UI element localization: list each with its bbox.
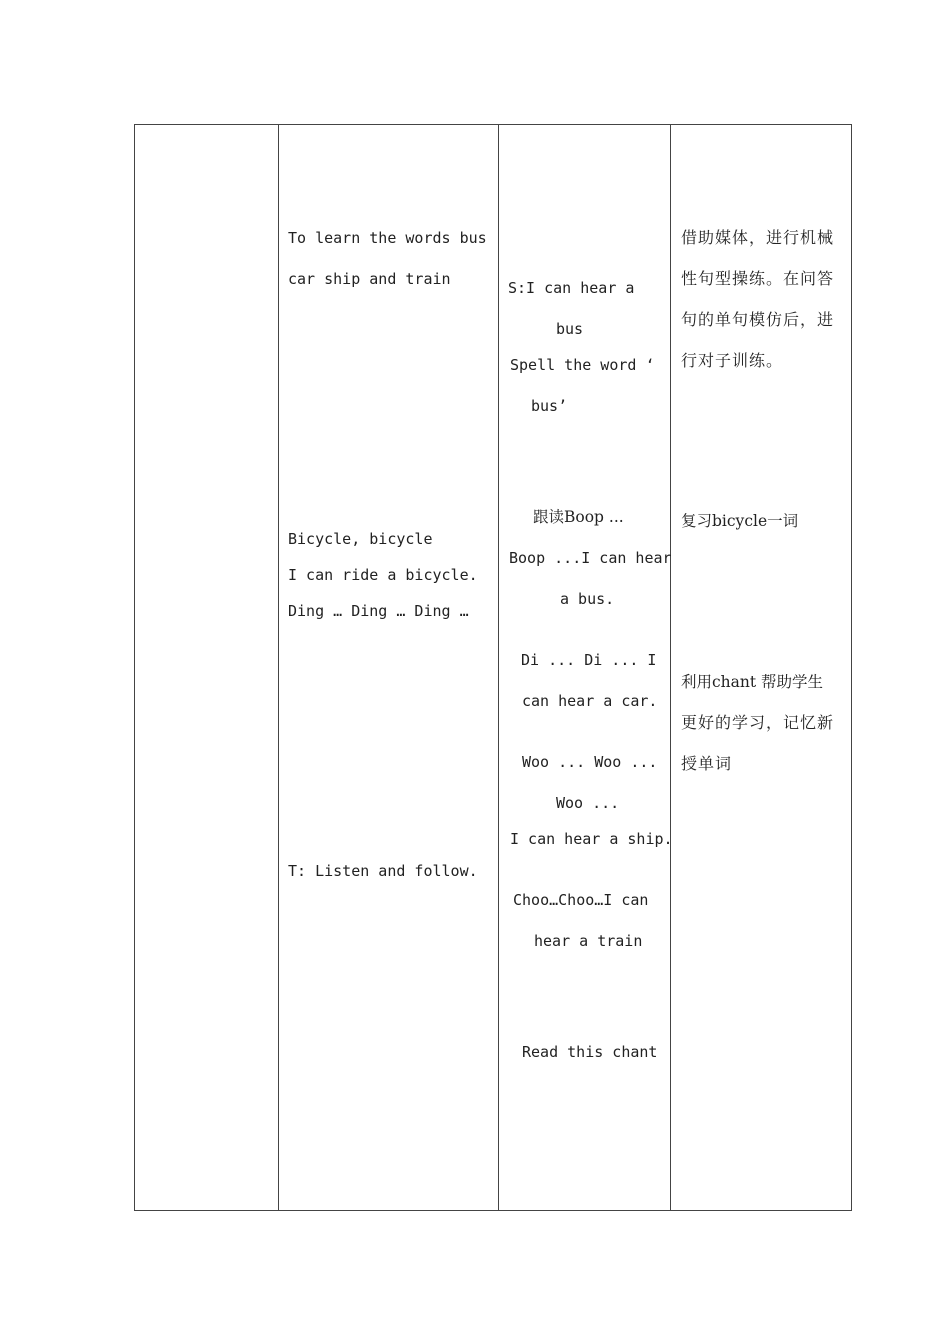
design-note: 更好的学习，记忆新 (681, 713, 835, 732)
chant-text: I can ride a bicycle. (288, 566, 478, 584)
column-divider (498, 124, 499, 1211)
design-note: 借助媒体，进行机械 (681, 228, 835, 247)
chant-response: I can hear a ship. (510, 830, 673, 848)
design-note: 授单词 (681, 754, 733, 773)
chant-text: Ding … Ding … Ding … (288, 602, 469, 620)
spell-instruction: Spell the word ‘ (510, 356, 655, 374)
chant-response: Woo ... Woo ... (522, 753, 658, 771)
chant-response: Di ... Di ... I (521, 651, 657, 669)
chant-response: Choo…Choo…I can (513, 891, 649, 909)
design-note: 行对子训练。 (681, 351, 784, 370)
objective-text: car ship and train (288, 270, 451, 288)
column-divider (670, 124, 671, 1211)
student-response: bus (556, 320, 584, 338)
spell-instruction: bus’ (531, 397, 568, 415)
read-instruction: Read this chant (522, 1043, 658, 1061)
design-note: 句的单句模仿后，进 (681, 310, 835, 329)
design-note: 复习bicycle一词 (681, 512, 799, 530)
teacher-instruction: T: Listen and follow. (288, 862, 478, 880)
design-note: 利用chant 帮助学生 (681, 673, 824, 691)
chant-response: 跟读Boop ... (533, 508, 624, 526)
chant-response: Boop ...I can hear (509, 549, 672, 567)
chant-response: can hear a car. (522, 692, 658, 710)
chant-response: hear a train (534, 932, 643, 950)
column-divider (278, 124, 279, 1211)
student-response: S:I can hear a (508, 279, 635, 297)
chant-response: a bus. (560, 590, 615, 608)
chant-text: Bicycle, bicycle (288, 530, 433, 548)
design-note: 性句型操练。在问答 (681, 269, 835, 288)
chant-response: Woo ... (556, 794, 620, 812)
objective-text: To learn the words bus (288, 229, 487, 247)
